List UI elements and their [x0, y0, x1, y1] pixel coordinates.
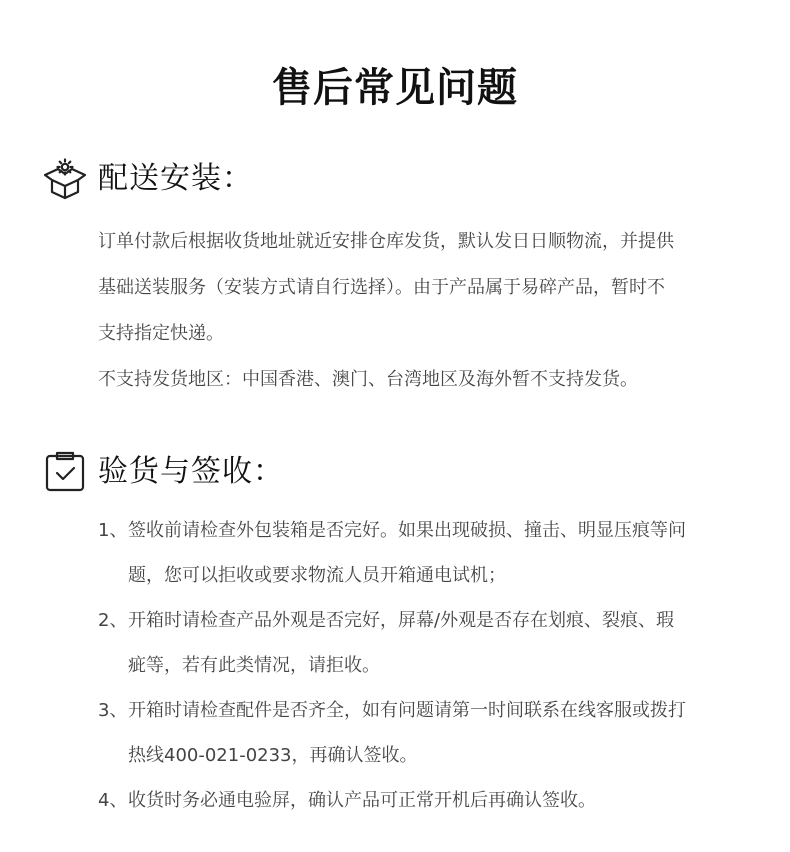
- delivery-body: [98, 219, 758, 403]
- delivery-line: 订单付款后根据收货地址就近安排仓库发货，默认发日日顺物流，并提供: [98, 231, 674, 252]
- list-item-line: 开箱时请检查产品外观是否完好，屏幕/外观是否存在划痕、裂痕、瑕: [128, 610, 675, 631]
- open-box-gear-icon: [42, 156, 88, 202]
- list-item-line: 收货时务必通电验屏，确认产品可正常开机后再确认签收。: [128, 790, 596, 811]
- delivery-line: 基础送装服务（安装方式请自行选择）。由于产品属于易碎产品，暂时不: [98, 277, 665, 298]
- list-item: [98, 508, 768, 598]
- list-item: [98, 688, 768, 778]
- list-item-number: 3、: [98, 700, 128, 721]
- list-item-line: 热线400-021-0233，再确认签收。: [128, 745, 418, 766]
- list-item-number: 4、: [98, 790, 128, 811]
- list-item-line: 题，您可以拒收或要求物流人员开箱通电试机；: [128, 565, 506, 586]
- list-item: [98, 598, 768, 688]
- list-item-line: 疵等，若有此类情况，请拒收。: [128, 655, 380, 676]
- delivery-line: 不支持发货地区：中国香港、澳门、台湾地区及海外暂不支持发货。: [98, 369, 638, 390]
- list-item-number: 2、: [98, 610, 128, 631]
- page-title: 售后常见问题: [272, 65, 518, 111]
- clipboard-check-icon: [42, 449, 88, 495]
- delivery-line: 支持指定快递。: [98, 323, 224, 344]
- inspection-heading: 验货与签收：: [98, 454, 284, 489]
- list-item: [98, 778, 768, 823]
- delivery-heading: 配送安装：: [98, 161, 253, 196]
- list-item-line: 开箱时请检查配件是否齐全，如有问题请第一时间联系在线客服或拨打: [128, 700, 686, 721]
- list-item-number: 1、: [98, 520, 128, 541]
- delivery-section-heading: [42, 156, 253, 202]
- list-item-line: 签收前请检查外包装箱是否完好。如果出现破损、撞击、明显压痕等问: [128, 520, 686, 541]
- inspection-section-heading: [42, 449, 284, 495]
- inspection-list: [98, 508, 768, 823]
